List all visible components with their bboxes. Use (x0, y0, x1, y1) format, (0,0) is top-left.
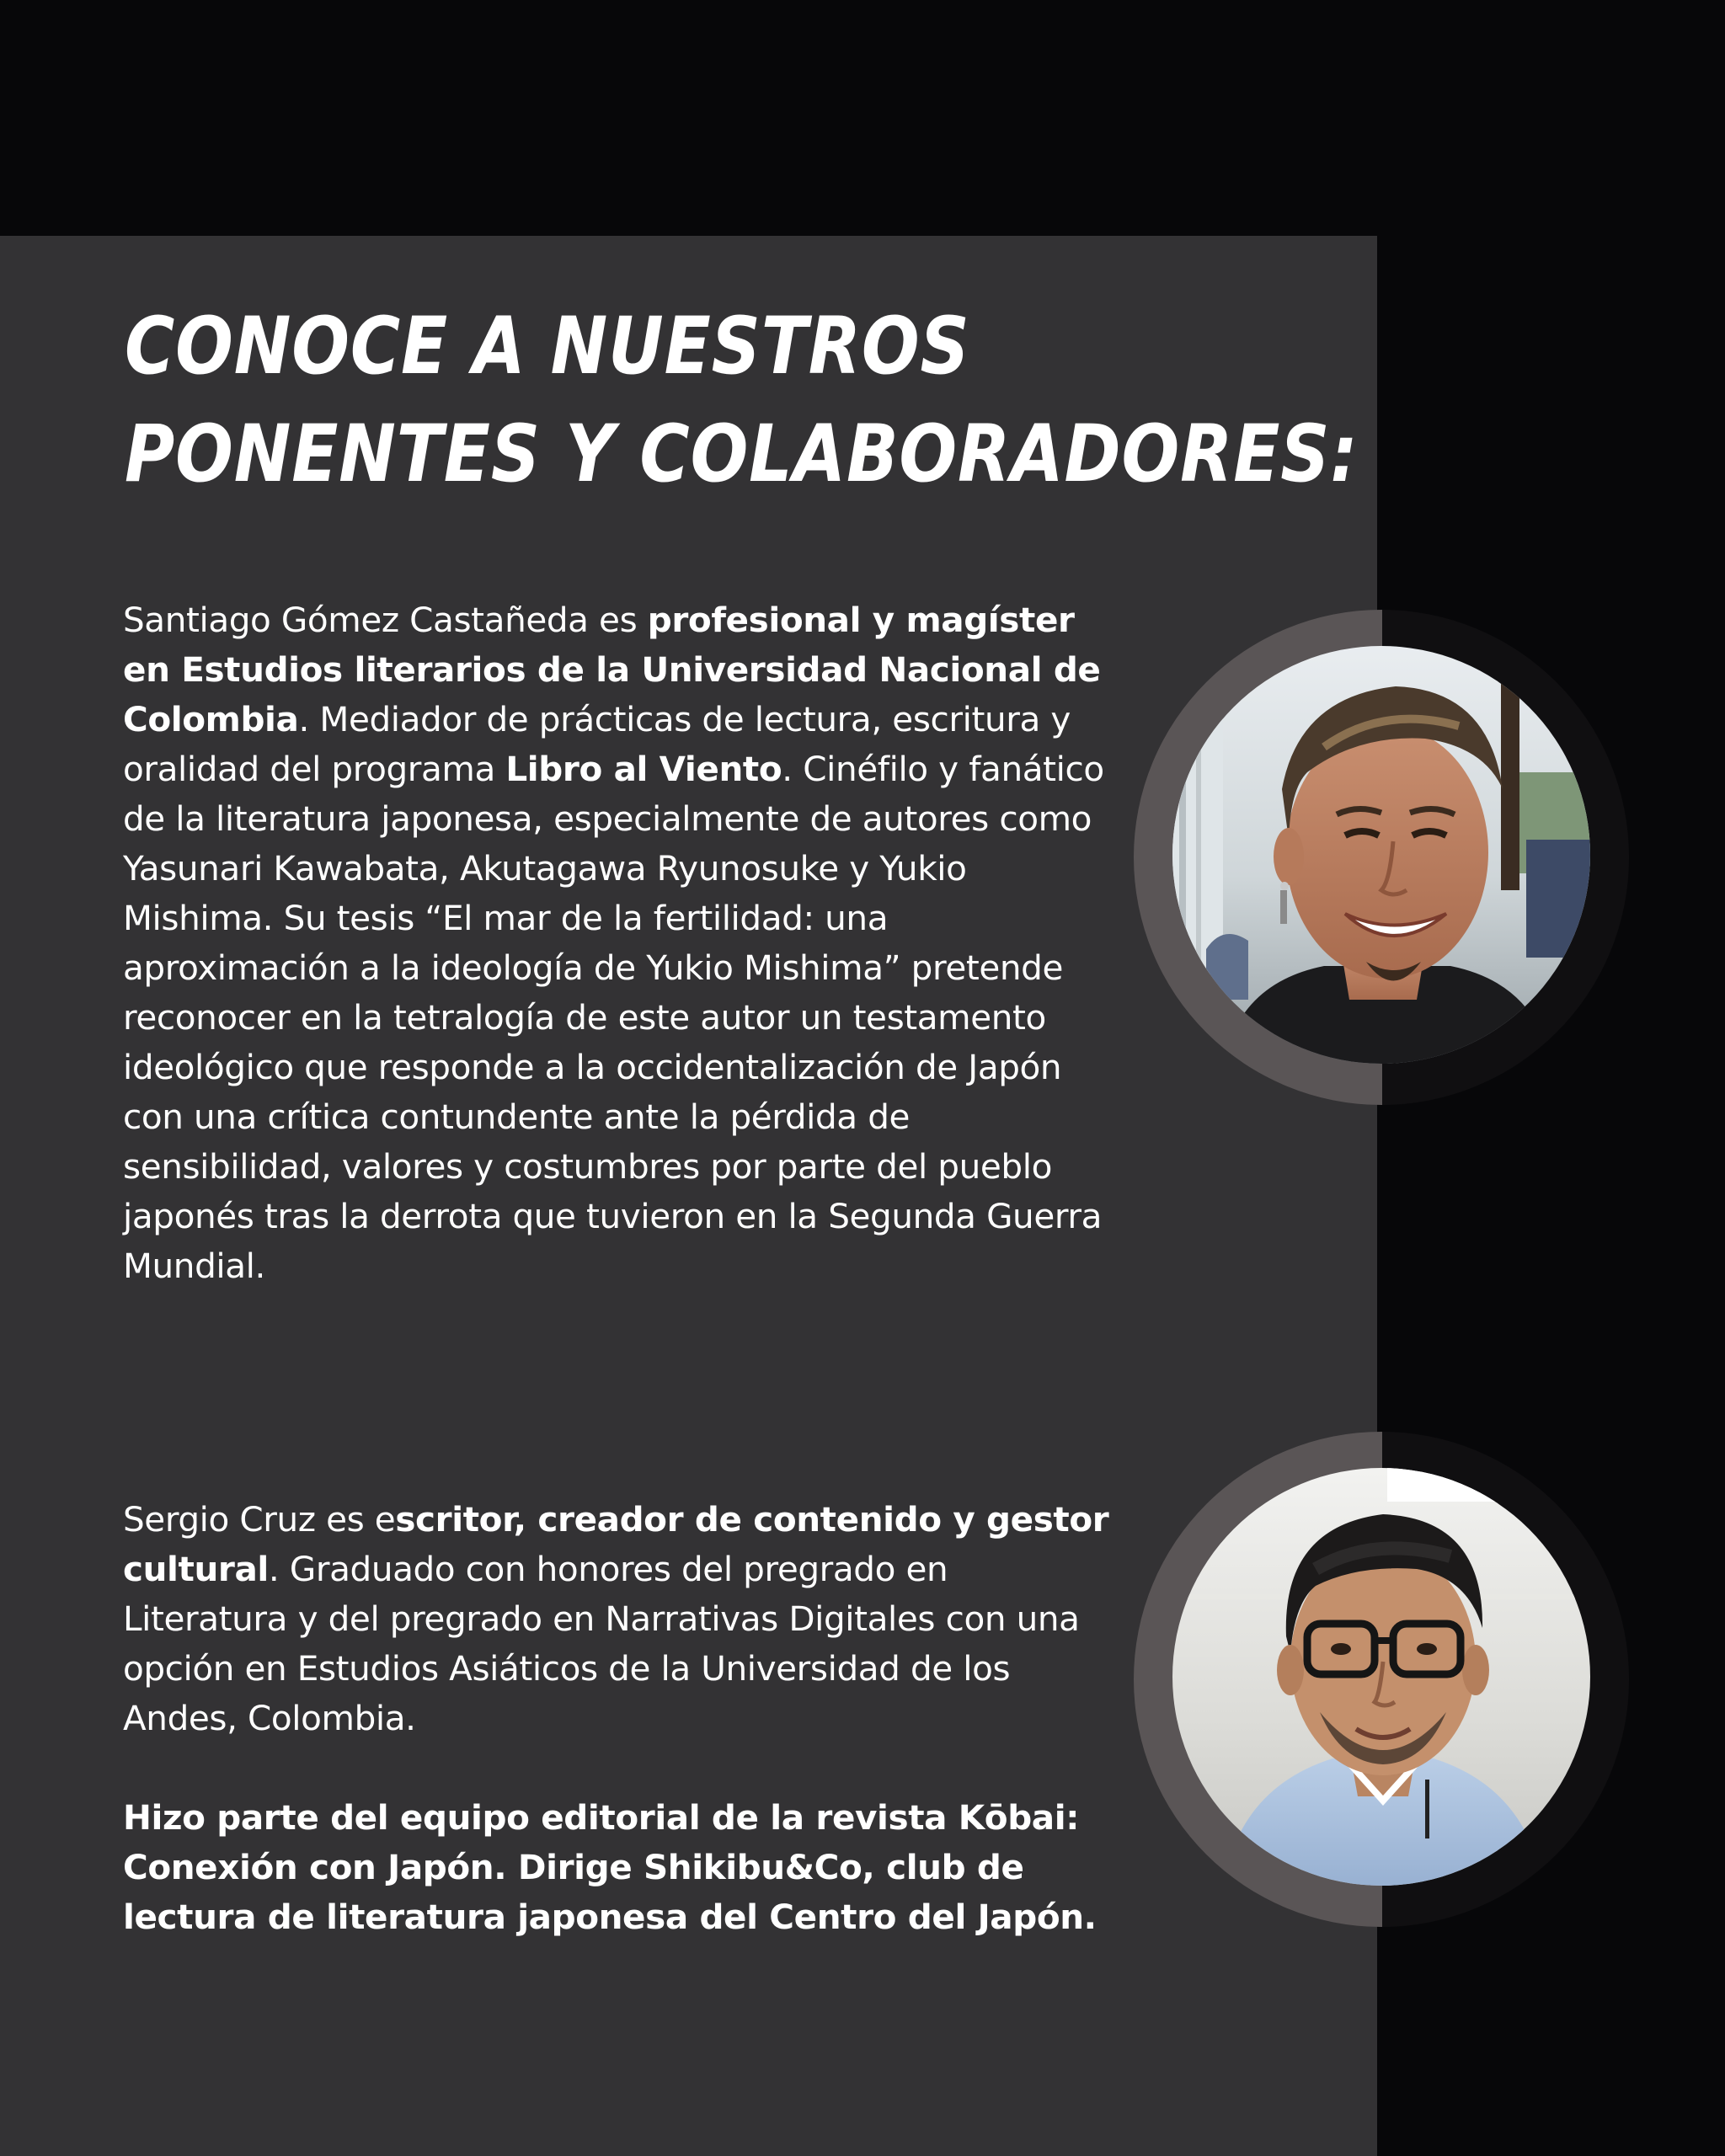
speaker-2-photo (1172, 1468, 1590, 1886)
page-title (125, 293, 1359, 509)
speaker-2-bio-segment: Sergio Cruz es e (123, 1499, 396, 1540)
speaker-2-bio (123, 1495, 1117, 1942)
page-title-line-2: PONENTES Y COLABORADORES: (125, 408, 1359, 500)
speaker-2-bio-segment: . Graduado con honores del pregrado en Literatura y del pregrado en Narrativas Digitales con una opción en Estudios Asiáticos de la Universidad de los Andes, Colombia. (123, 1549, 1080, 1738)
speaker-1-bio-segment-bold: Libro al Viento (505, 749, 782, 789)
speaker-1-portrait-ring (1134, 610, 1629, 1105)
speaker-2-bio-segment-bold: scritor, creador de contenido y gestor cultural (123, 1499, 1109, 1589)
speaker-2-bio-text (123, 1495, 1117, 1743)
speaker-2-note (123, 1793, 1117, 1942)
speaker-1-photo (1172, 646, 1590, 1064)
speaker-2-portrait-ring (1134, 1432, 1629, 1927)
speaker-1-bio (123, 595, 1117, 1291)
speaker-1-bio-segment: . Cinéfilo y fanático de la literatura japonesa, especialmente de autores como Yasunari Kawabata, Akutagawa Ryunosuke y Yukio Mishima. Su tesis “El mar de la fertilidad: una aproximación a la ideología de Yukio Mishima” pretende reconocer en la tetralogía de este autor un testamento ideológico que responde a la occidentalización de Japón con una crítica contundente ante la pérdida de sensibilidad, valores y costumbres por parte del pueblo japonés tras la derrota que tuvieron en la Segunda Guerra Mundial. (123, 749, 1104, 1286)
speaker-1-bio-text (123, 595, 1117, 1291)
speaker-1-bio-segment-bold: profesional y magíster en Estudios literarios de la Universidad Nacional de Colombia (123, 600, 1101, 739)
page-title-line-1: CONOCE A NUESTROS (125, 301, 970, 392)
speaker-1-bio-segment: Santiago Gómez Castañeda es (123, 600, 648, 640)
speaker-2-note-text: Hizo parte del equipo editorial de la revista Kōbai: Conexión con Japón. Dirige Shikibu&Co, club de lectura de literatura japonesa del Centro del Japón. (123, 1797, 1097, 1937)
speaker-1-bio-segment: . Mediador de prácticas de lectura, escritura y oralidad del programa (123, 699, 1071, 789)
